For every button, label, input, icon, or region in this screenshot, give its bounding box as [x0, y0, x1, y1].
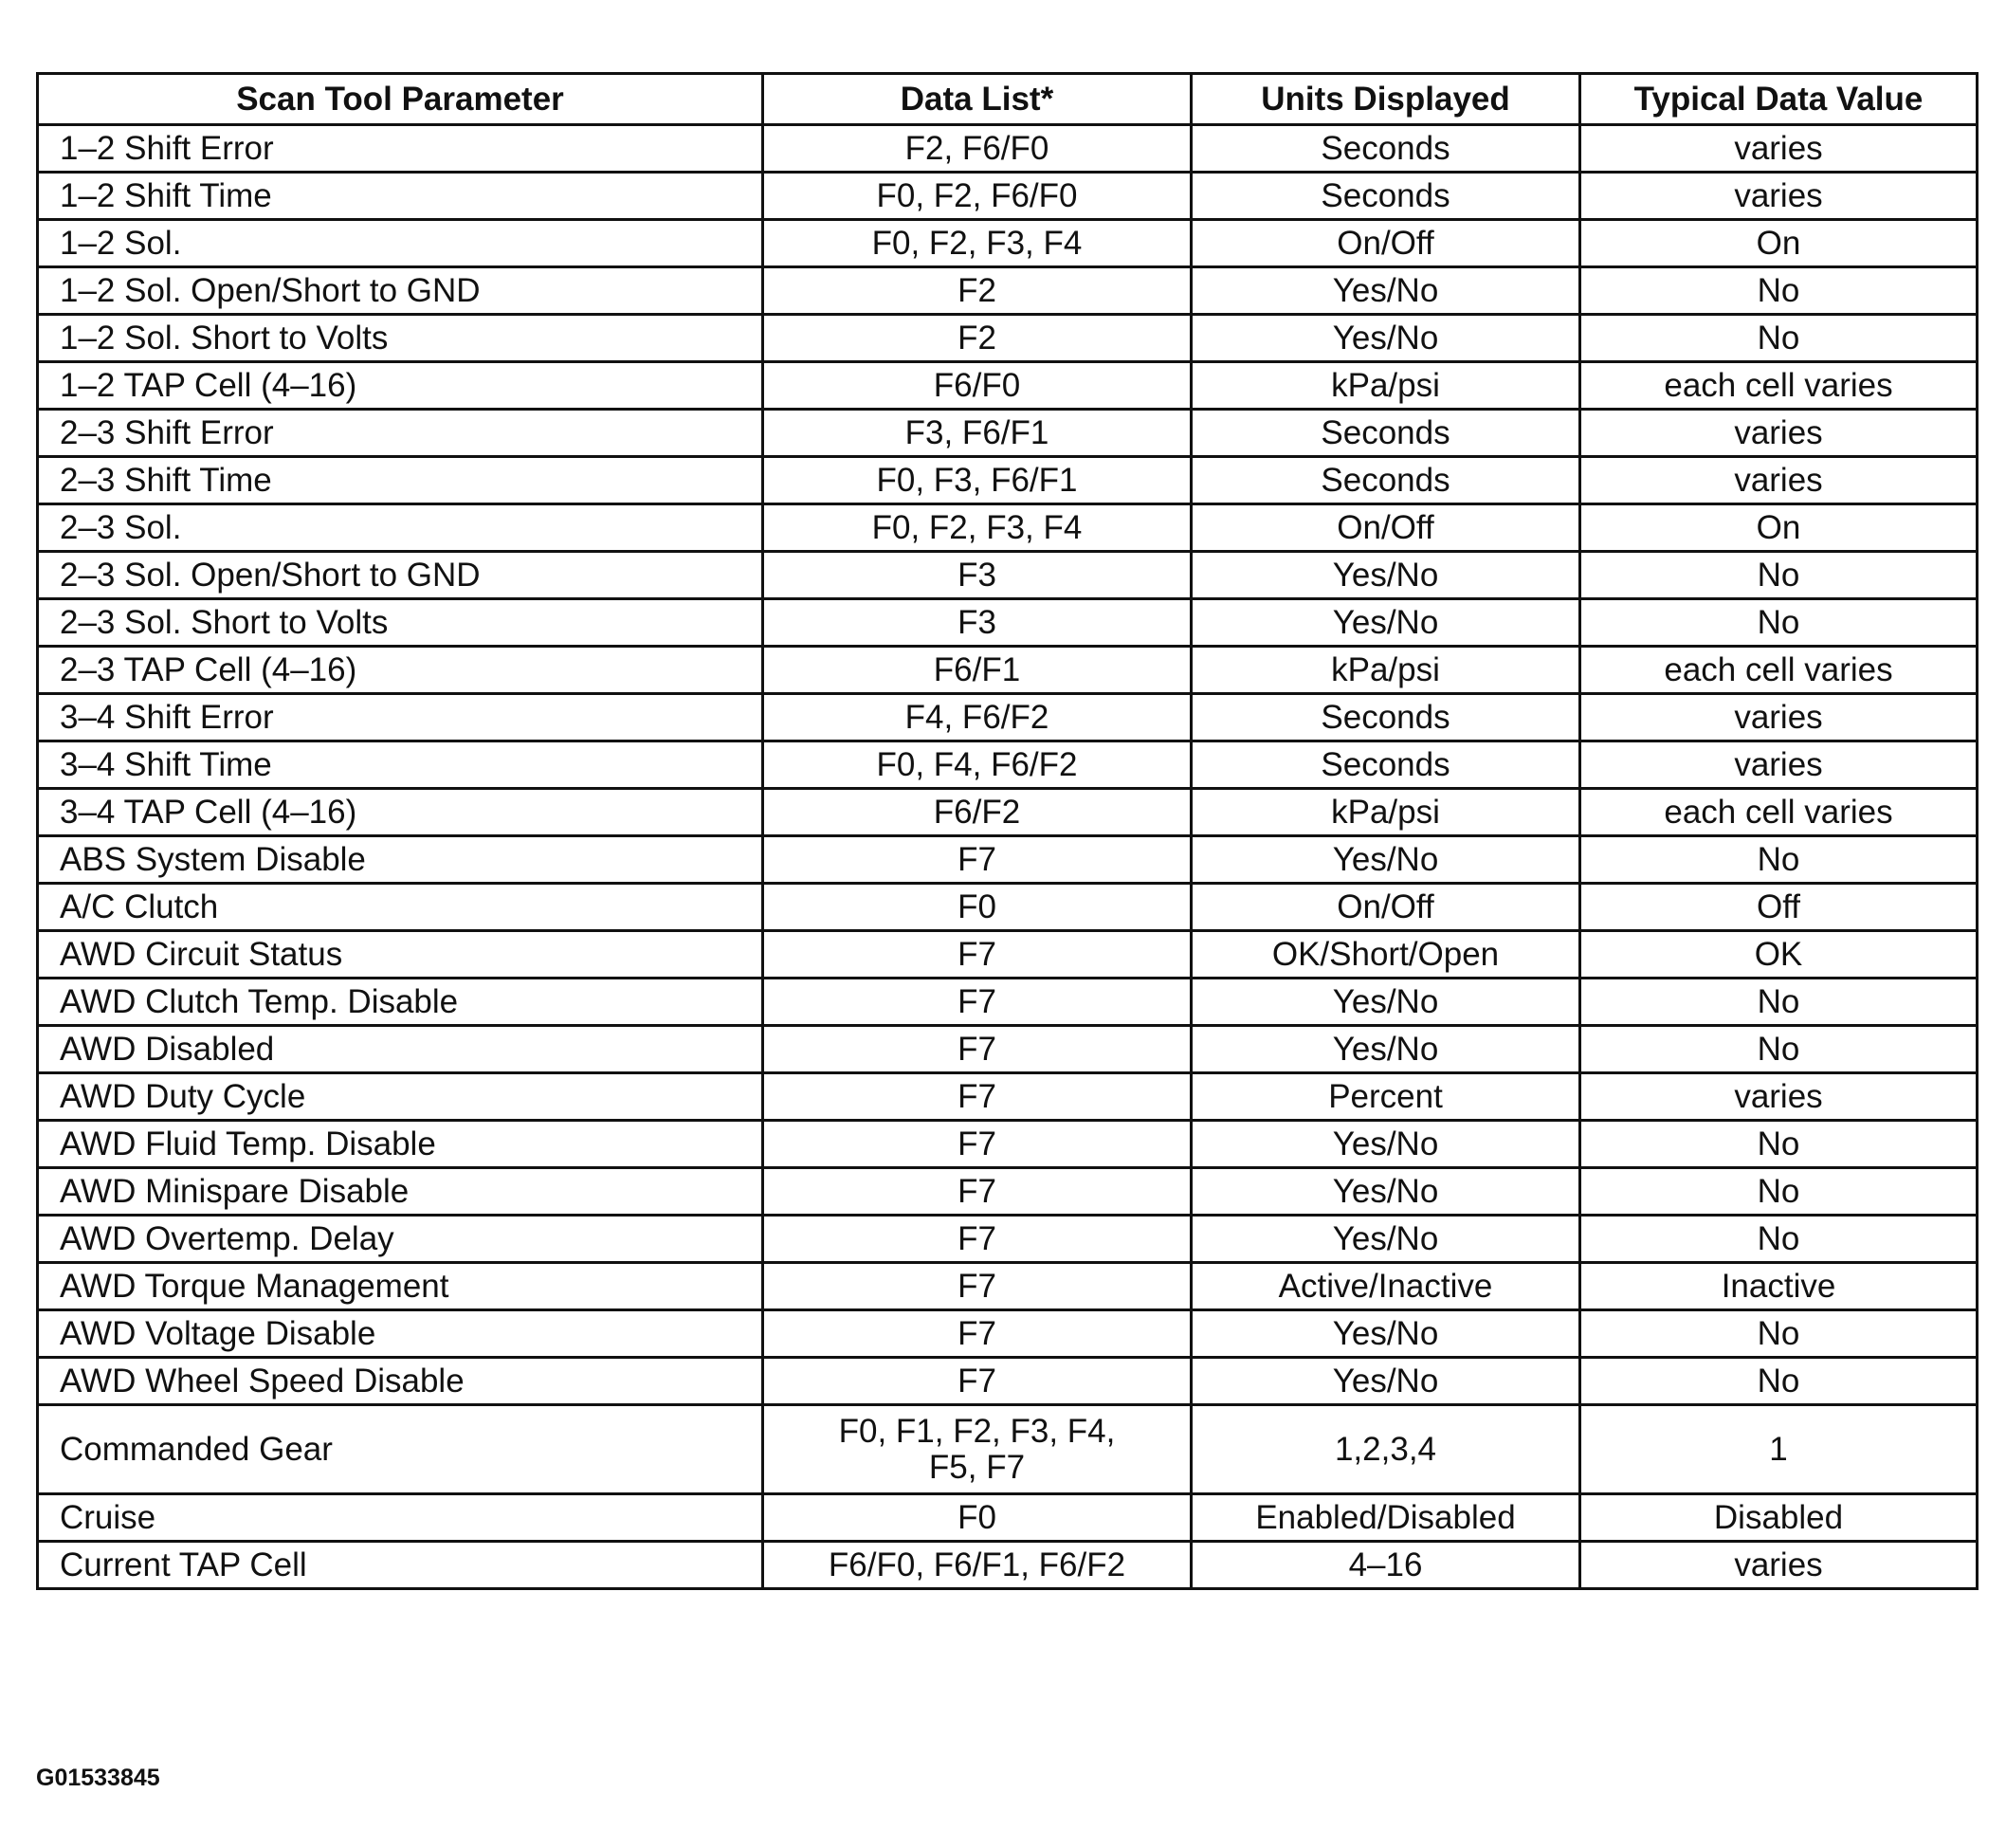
data-list-cell: F7: [763, 1026, 1192, 1073]
table-row: [38, 362, 1978, 410]
parameter-cell: 2–3 TAP Cell (4–16): [38, 647, 763, 694]
table-row: [38, 315, 1978, 362]
data-list-cell: F7: [763, 1310, 1192, 1358]
data-list-cell: F0, F4, F6/F2: [763, 741, 1192, 789]
parameter-cell: Cruise: [38, 1494, 763, 1542]
units-cell: Yes/No: [1192, 315, 1580, 362]
typical-value-cell: varies: [1580, 741, 1978, 789]
parameter-cell: AWD Fluid Temp. Disable: [38, 1121, 763, 1168]
header-data-list: Data List*: [763, 74, 1192, 125]
units-cell: Yes/No: [1192, 1168, 1580, 1216]
parameter-cell: Current TAP Cell: [38, 1542, 763, 1589]
typical-value-cell: 1: [1580, 1405, 1978, 1494]
typical-value-cell: varies: [1580, 410, 1978, 457]
parameter-cell: 1–2 TAP Cell (4–16): [38, 362, 763, 410]
table-row: [38, 884, 1978, 931]
typical-value-cell: No: [1580, 979, 1978, 1026]
parameter-cell: 1–2 Sol. Open/Short to GND: [38, 267, 763, 315]
table-row: [38, 1026, 1978, 1073]
parameter-cell: 1–2 Shift Error: [38, 125, 763, 173]
units-cell: kPa/psi: [1192, 647, 1580, 694]
units-cell: Yes/No: [1192, 1121, 1580, 1168]
table-body: [38, 125, 1978, 1589]
data-list-cell: F2, F6/F0: [763, 125, 1192, 173]
units-cell: Yes/No: [1192, 836, 1580, 884]
table-row: [38, 694, 1978, 741]
table-row: [38, 1542, 1978, 1589]
units-cell: Seconds: [1192, 173, 1580, 220]
table-row: [38, 1168, 1978, 1216]
typical-value-cell: No: [1580, 315, 1978, 362]
table-row: [38, 125, 1978, 173]
parameter-cell: A/C Clutch: [38, 884, 763, 931]
units-cell: Yes/No: [1192, 1358, 1580, 1405]
table-row: [38, 647, 1978, 694]
units-cell: Seconds: [1192, 125, 1580, 173]
data-list-cell: F7: [763, 931, 1192, 979]
table-row: [38, 1494, 1978, 1542]
table-row: [38, 979, 1978, 1026]
table-row: [38, 552, 1978, 599]
table-row: [38, 836, 1978, 884]
units-cell: Active/Inactive: [1192, 1263, 1580, 1310]
parameter-cell: AWD Wheel Speed Disable: [38, 1358, 763, 1405]
typical-value-cell: No: [1580, 552, 1978, 599]
parameter-cell: 1–2 Shift Time: [38, 173, 763, 220]
table-header-row: [38, 74, 1978, 125]
parameter-cell: 3–4 Shift Error: [38, 694, 763, 741]
data-list-cell: F6/F2: [763, 789, 1192, 836]
data-list-cell: F0, F2, F6/F0: [763, 173, 1192, 220]
units-cell: Yes/No: [1192, 979, 1580, 1026]
units-cell: Seconds: [1192, 694, 1580, 741]
units-cell: Seconds: [1192, 410, 1580, 457]
units-cell: On/Off: [1192, 884, 1580, 931]
parameter-cell: AWD Clutch Temp. Disable: [38, 979, 763, 1026]
table-row: [38, 457, 1978, 504]
units-cell: On/Off: [1192, 504, 1580, 552]
data-list-cell: F0, F2, F3, F4: [763, 220, 1192, 267]
data-list-cell: F3, F6/F1: [763, 410, 1192, 457]
typical-value-cell: No: [1580, 1216, 1978, 1263]
units-cell: Yes/No: [1192, 1216, 1580, 1263]
units-cell: Yes/No: [1192, 267, 1580, 315]
data-list-cell: F0: [763, 1494, 1192, 1542]
typical-value-cell: No: [1580, 599, 1978, 647]
parameter-cell: AWD Disabled: [38, 1026, 763, 1073]
parameter-cell: AWD Overtemp. Delay: [38, 1216, 763, 1263]
typical-value-cell: On: [1580, 504, 1978, 552]
units-cell: Yes/No: [1192, 1310, 1580, 1358]
units-cell: 1,2,3,4: [1192, 1405, 1580, 1494]
table-row: [38, 173, 1978, 220]
typical-value-cell: No: [1580, 1310, 1978, 1358]
table-row: [38, 220, 1978, 267]
data-list-cell: F4, F6/F2: [763, 694, 1192, 741]
parameter-cell: 2–3 Sol. Open/Short to GND: [38, 552, 763, 599]
data-list-cell: F2: [763, 315, 1192, 362]
typical-value-cell: varies: [1580, 1073, 1978, 1121]
typical-value-cell: each cell varies: [1580, 362, 1978, 410]
units-cell: kPa/psi: [1192, 789, 1580, 836]
typical-value-cell: varies: [1580, 125, 1978, 173]
units-cell: Yes/No: [1192, 599, 1580, 647]
data-list-cell: F3: [763, 599, 1192, 647]
parameter-cell: AWD Circuit Status: [38, 931, 763, 979]
data-list-cell: F6/F0: [763, 362, 1192, 410]
parameter-cell: ABS System Disable: [38, 836, 763, 884]
data-list-cell: F6/F0, F6/F1, F6/F2: [763, 1542, 1192, 1589]
table-row: [38, 599, 1978, 647]
typical-value-cell: varies: [1580, 457, 1978, 504]
parameter-cell: 1–2 Sol.: [38, 220, 763, 267]
units-cell: Seconds: [1192, 457, 1580, 504]
table-row: [38, 789, 1978, 836]
table-row: [38, 410, 1978, 457]
data-list-cell: F0, F1, F2, F3, F4, F5, F7: [763, 1405, 1192, 1494]
typical-value-cell: On: [1580, 220, 1978, 267]
figure-id: G01533845: [36, 1765, 160, 1791]
table-row: [38, 1405, 1978, 1494]
header-scan-tool-parameter: Scan Tool Parameter: [38, 74, 763, 125]
scan-tool-data-table-container: [36, 72, 1976, 1590]
data-list-cell: F7: [763, 1168, 1192, 1216]
table-row: [38, 504, 1978, 552]
data-list-cell: F7: [763, 1121, 1192, 1168]
typical-value-cell: No: [1580, 1026, 1978, 1073]
table-row: [38, 1263, 1978, 1310]
typical-value-cell: Off: [1580, 884, 1978, 931]
units-cell: 4–16: [1192, 1542, 1580, 1589]
units-cell: Yes/No: [1192, 1026, 1580, 1073]
parameter-cell: AWD Voltage Disable: [38, 1310, 763, 1358]
units-cell: Percent: [1192, 1073, 1580, 1121]
parameter-cell: Commanded Gear: [38, 1405, 763, 1494]
parameter-cell: AWD Minispare Disable: [38, 1168, 763, 1216]
units-cell: Yes/No: [1192, 552, 1580, 599]
parameter-cell: 2–3 Shift Error: [38, 410, 763, 457]
typical-value-cell: OK: [1580, 931, 1978, 979]
table-row: [38, 741, 1978, 789]
parameter-cell: 3–4 Shift Time: [38, 741, 763, 789]
parameter-cell: 2–3 Sol.: [38, 504, 763, 552]
table-row: [38, 1121, 1978, 1168]
units-cell: OK/Short/Open: [1192, 931, 1580, 979]
typical-value-cell: Inactive: [1580, 1263, 1978, 1310]
table-row: [38, 931, 1978, 979]
table-row: [38, 1358, 1978, 1405]
parameter-cell: AWD Duty Cycle: [38, 1073, 763, 1121]
data-list-cell: F7: [763, 1073, 1192, 1121]
typical-value-cell: varies: [1580, 1542, 1978, 1589]
table-row: [38, 1216, 1978, 1263]
typical-value-cell: varies: [1580, 173, 1978, 220]
typical-value-cell: No: [1580, 836, 1978, 884]
parameter-cell: 3–4 TAP Cell (4–16): [38, 789, 763, 836]
units-cell: On/Off: [1192, 220, 1580, 267]
table-row: [38, 267, 1978, 315]
units-cell: Seconds: [1192, 741, 1580, 789]
data-list-cell: F7: [763, 836, 1192, 884]
data-list-cell: F2: [763, 267, 1192, 315]
units-cell: Enabled/Disabled: [1192, 1494, 1580, 1542]
parameter-cell: 2–3 Sol. Short to Volts: [38, 599, 763, 647]
scan-tool-data-table: [36, 72, 1979, 1590]
typical-value-cell: each cell varies: [1580, 647, 1978, 694]
typical-value-cell: No: [1580, 1168, 1978, 1216]
typical-value-cell: No: [1580, 267, 1978, 315]
parameter-cell: 2–3 Shift Time: [38, 457, 763, 504]
typical-value-cell: varies: [1580, 694, 1978, 741]
units-cell: kPa/psi: [1192, 362, 1580, 410]
parameter-cell: AWD Torque Management: [38, 1263, 763, 1310]
data-list-cell: F7: [763, 979, 1192, 1026]
typical-value-cell: Disabled: [1580, 1494, 1978, 1542]
table-row: [38, 1310, 1978, 1358]
header-units-displayed: Units Displayed: [1192, 74, 1580, 125]
typical-value-cell: No: [1580, 1358, 1978, 1405]
table-row: [38, 1073, 1978, 1121]
data-list-cell: F0: [763, 884, 1192, 931]
parameter-cell: 1–2 Sol. Short to Volts: [38, 315, 763, 362]
data-list-cell: F7: [763, 1263, 1192, 1310]
data-list-cell: F0, F2, F3, F4: [763, 504, 1192, 552]
data-list-cell: F0, F3, F6/F1: [763, 457, 1192, 504]
data-list-cell: F3: [763, 552, 1192, 599]
typical-value-cell: No: [1580, 1121, 1978, 1168]
data-list-cell: F7: [763, 1216, 1192, 1263]
data-list-cell: F7: [763, 1358, 1192, 1405]
typical-value-cell: each cell varies: [1580, 789, 1978, 836]
header-typical-data-value: Typical Data Value: [1580, 74, 1978, 125]
data-list-cell: F6/F1: [763, 647, 1192, 694]
